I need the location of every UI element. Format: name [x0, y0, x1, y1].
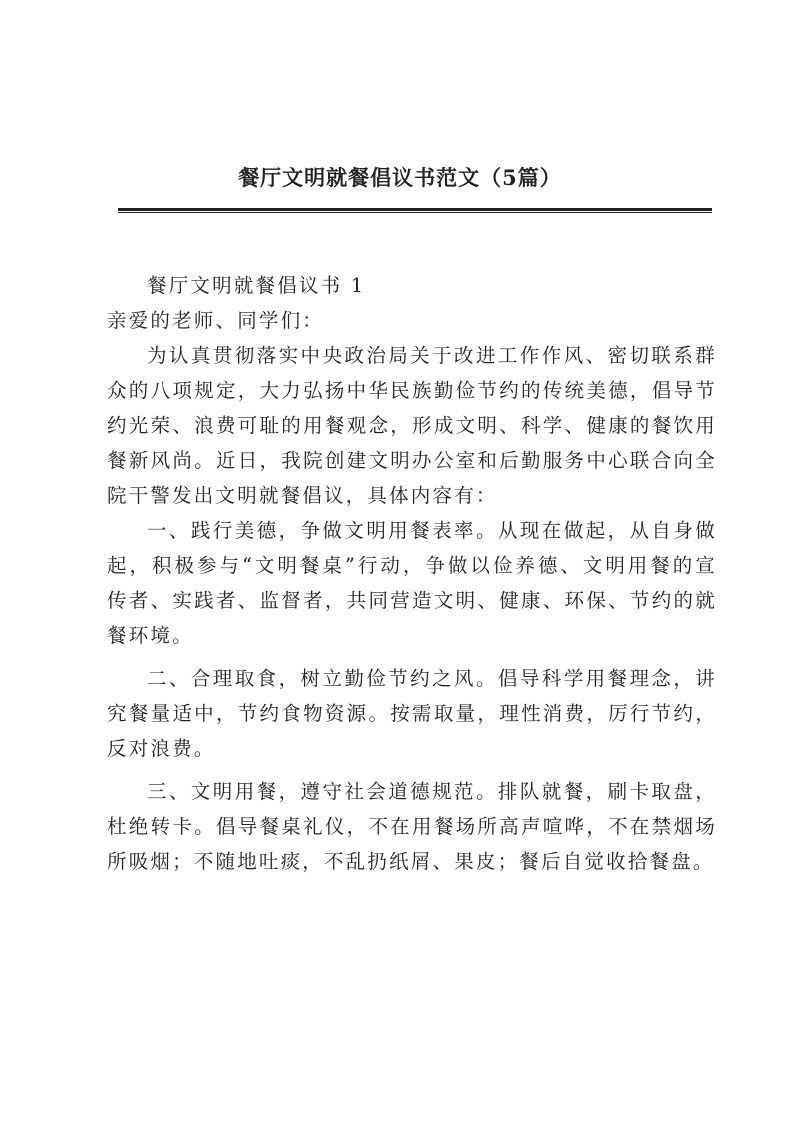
page-title: 餐厅文明就餐倡议书范文（5篇）	[238, 165, 562, 190]
section-heading: 餐厅文明就餐倡议书 1	[147, 274, 366, 297]
paragraph-item-3: 三、文明用餐，遵守社会道德规范。排队就餐，刷卡取盘，杜绝转卡。倡导餐桌礼仪，不在用餐场所高声喧哗，不在禁烟场所吸烟；不随地吐痰，不乱扔纸屑、果皮；餐后自觉收拾餐盘。	[107, 780, 717, 873]
paragraph-item-2: 二、合理取食，树立勤俭节约之风。倡导科学用餐理念，讲究餐量适中，节约食物资源。按需取量，理性消费，厉行节约，反对浪费。	[107, 667, 717, 760]
paragraph-intro: 为认真贯彻落实中央政治局关于改进工作作风、密切联系群众的八项规定，大力弘扬中华民族勤俭节约的传统美德，倡导节约光荣、浪费可耻的用餐观念，形成文明、科学、健康的餐饮用餐新风尚。近日，我院创建文明办公室和后勤服务中心联合向全院干警发出文明就餐倡议，具体内容有：	[107, 344, 717, 507]
document-body	[107, 268, 717, 879]
salutation: 亲爱的老师、同学们：	[107, 309, 325, 332]
title-divider	[118, 208, 712, 213]
paragraph-item-1: 一、践行美德，争做文明用餐表率。从现在做起，从自身做起，积极参与“文明餐桌”行动，争做以俭养德、文明用餐的宣传者、实践者、监督者，共同营造文明、健康、环保、节约的就餐环境。	[107, 519, 717, 647]
